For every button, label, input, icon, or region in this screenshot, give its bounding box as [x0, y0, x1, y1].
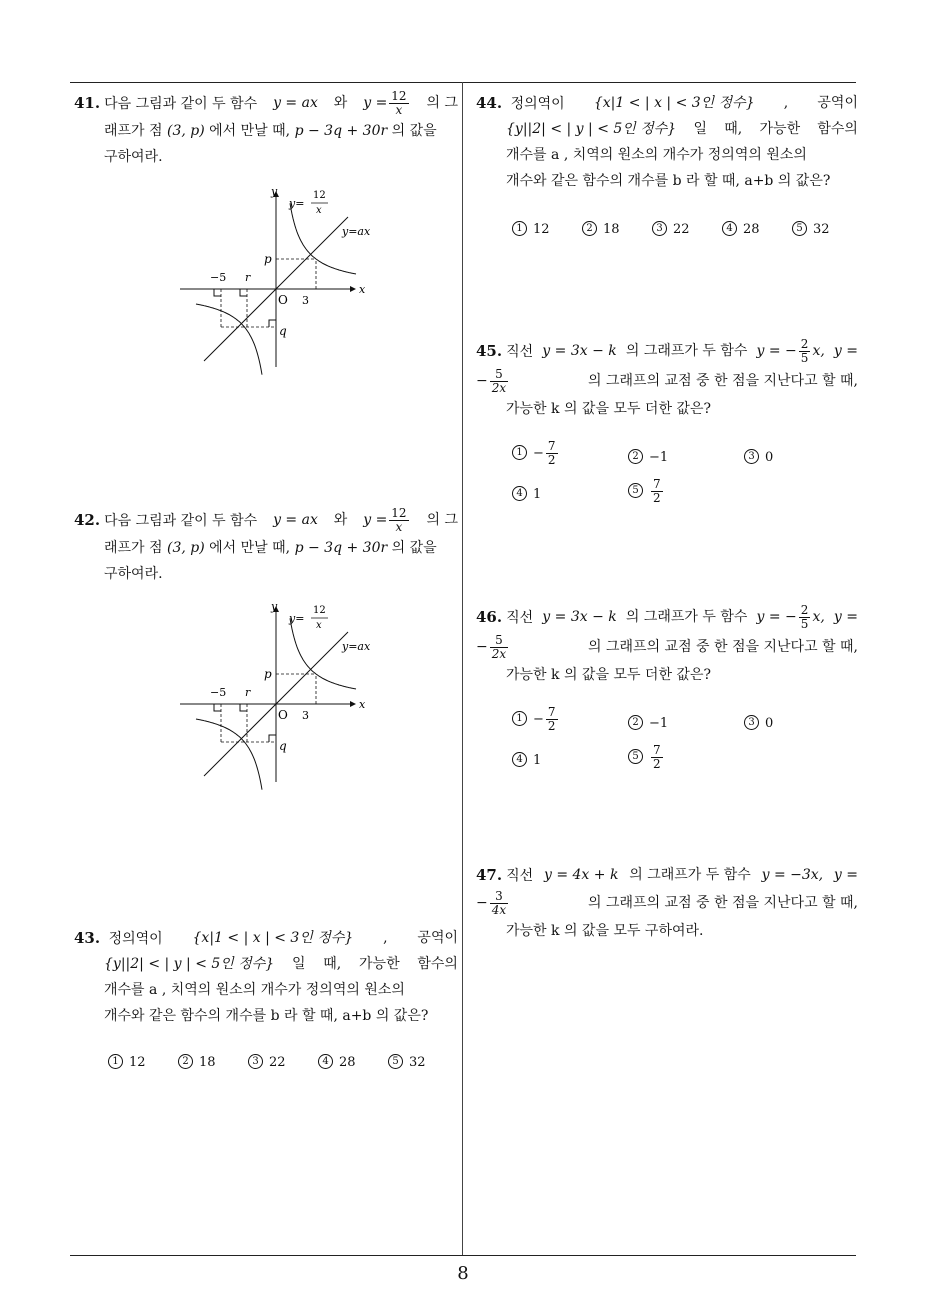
curve-label-numerator: 12: [313, 605, 326, 616]
problem-46: 46. 직선 y = 3x − k 의 그래프가 두 함수 y = − $\frac{2}{5}$ x, y = − $\frac{5}{2x}$ 의 그래프의 교점 중 한 점을 지난다고 할 때, 가능한 k 의 값을 모두 더한 값은?: [476, 602, 858, 683]
fraction: $\frac{12}{x}$: [391, 505, 407, 534]
choice-5[interactable]: 5 $\frac{7}{2}$: [628, 478, 665, 505]
r-label: r: [245, 271, 251, 284]
choice-5[interactable]: 5 32: [792, 222, 830, 237]
curve-label: y=: [289, 612, 305, 625]
x-axis-label: x: [359, 698, 366, 711]
problem-number: 41.: [74, 94, 101, 112]
right-angle-mark: [269, 735, 276, 742]
p-label: p: [264, 252, 272, 266]
fraction: $\frac{3}{4x}$: [491, 888, 507, 917]
right-angle-mark: [240, 704, 247, 711]
y-axis-label: y: [271, 600, 278, 613]
choice-4[interactable]: 4 28: [318, 1055, 356, 1070]
choice-2[interactable]: 2 18: [178, 1055, 216, 1070]
choice-3[interactable]: 3 0: [744, 450, 773, 465]
line-label: y=ax: [342, 225, 371, 238]
choice-4[interactable]: 4 1: [512, 487, 541, 502]
problem-45: 45. 직선 y = 3x − k 의 그래프가 두 함수 y = − $\frac{2}{5}$ x, y = − $\frac{5}{2x}$ 의 그래프의 교점 중 한 점을 지난다고 할 때, 가능한 k 의 값을 모두 더한 값은?: [476, 336, 858, 417]
origin-label: O: [278, 293, 288, 307]
fraction: $\frac{5}{2x}$: [491, 366, 507, 395]
tick-label: −5: [210, 271, 227, 284]
fraction: $\frac{5}{2x}$: [491, 632, 507, 661]
problem-number: 47.: [476, 866, 503, 884]
q-label: q: [279, 324, 287, 338]
p-label: p: [264, 667, 272, 681]
tick-label: −5: [210, 686, 227, 699]
hyperbola-branch-2: [196, 719, 262, 790]
curve-label-denominator: x: [316, 620, 322, 631]
curve-label-denominator: x: [316, 205, 322, 216]
fraction: $\frac{12}{x}$: [391, 88, 407, 117]
y-axis-label: y: [271, 185, 278, 198]
problem-47: 47. 직선 y = 4x + k 의 그래프가 두 함수 y = −3x, y = − $\frac{3}{4x}$ 의 그래프의 교점 중 한 점을 지난다고 할 때, 가능한 k 의 값을 모두 구하여라.: [476, 866, 858, 939]
line-label: y=ax: [342, 640, 371, 653]
choice-5[interactable]: 5 $\frac{7}{2}$: [628, 744, 665, 771]
q-label: q: [279, 739, 287, 753]
fraction: $\frac{2}{5}$: [800, 602, 809, 631]
curve-label: y=: [289, 197, 305, 210]
origin-label: O: [278, 708, 288, 722]
choice-2[interactable]: 2 −1: [628, 716, 668, 731]
problem-42: 42. 다음 그림과 같이 두 함수 y = ax 와 y = $\frac{12}{x}$ 의 그 래프가 점 (3, p) 에서 만날 때, p − 3q + 30r 의 값을 구하여라.: [74, 505, 458, 582]
problem-number: 46.: [476, 608, 503, 626]
choice-3[interactable]: 3 22: [248, 1055, 286, 1070]
choice-5[interactable]: 5 32: [388, 1055, 426, 1070]
choice-1[interactable]: 1 12: [108, 1055, 146, 1070]
choice-4[interactable]: 4 28: [722, 222, 760, 237]
problem-41: 41. 다음 그림과 같이 두 함수 y = ax 와 y = $\frac{12}{x}$ 의 그 래프가 점 (3, p) 에서 만날 때, p − 3q + 30r 의 값을 구하여라.: [74, 88, 458, 165]
page-number: 8: [457, 1263, 469, 1284]
problem-44: 44. 정의역이 {x|1 < | x | < 3인 정수} , 공역이 {y||2| < | y | < 5인 정수} 일 때, 가능한 함수의 개수를 a , 치역의 원소의 개수가 정의역의 원소의 개수와 같은 함수의 개수를 b 라 할 때, a+b 의 값은?: [476, 94, 858, 189]
problem-number: 45.: [476, 342, 503, 360]
problem-number: 44.: [476, 94, 503, 112]
problem-number: 43.: [74, 929, 101, 947]
choice-1[interactable]: 1 − $\frac{7}{2}$: [512, 440, 560, 467]
fraction: $\frac{2}{5}$: [800, 336, 809, 365]
hyperbola-branch-1: [290, 618, 356, 689]
choice-1[interactable]: 1 12: [512, 222, 550, 237]
curve-label-numerator: 12: [313, 190, 326, 201]
choice-2[interactable]: 2 18: [582, 222, 620, 237]
choice-2[interactable]: 2 −1: [628, 450, 668, 465]
tick-label: 3: [302, 709, 309, 722]
x-axis-label: x: [359, 283, 366, 296]
choice-3[interactable]: 3 0: [744, 716, 773, 731]
choice-3[interactable]: 3 22: [652, 222, 690, 237]
x-axis-arrow: [350, 701, 356, 707]
r-label: r: [245, 686, 251, 699]
choice-4[interactable]: 4 1: [512, 753, 541, 768]
choice-1[interactable]: 1 − $\frac{7}{2}$: [512, 706, 560, 733]
problem-43: 43. 정의역이 {x|1 < | x | < 3인 정수} , 공역이 {y||2| < | y | < 5인 정수} 일 때, 가능한 함수의 개수를 a , 치역의 원소의 개수가 정의역의 원소의 개수와 같은 함수의 개수를 b 라 할 때, a+b 의 값은?: [74, 929, 458, 1024]
tick-label: 3: [302, 294, 309, 307]
right-angle-mark: [214, 704, 221, 711]
problem-number: 42.: [74, 511, 101, 529]
